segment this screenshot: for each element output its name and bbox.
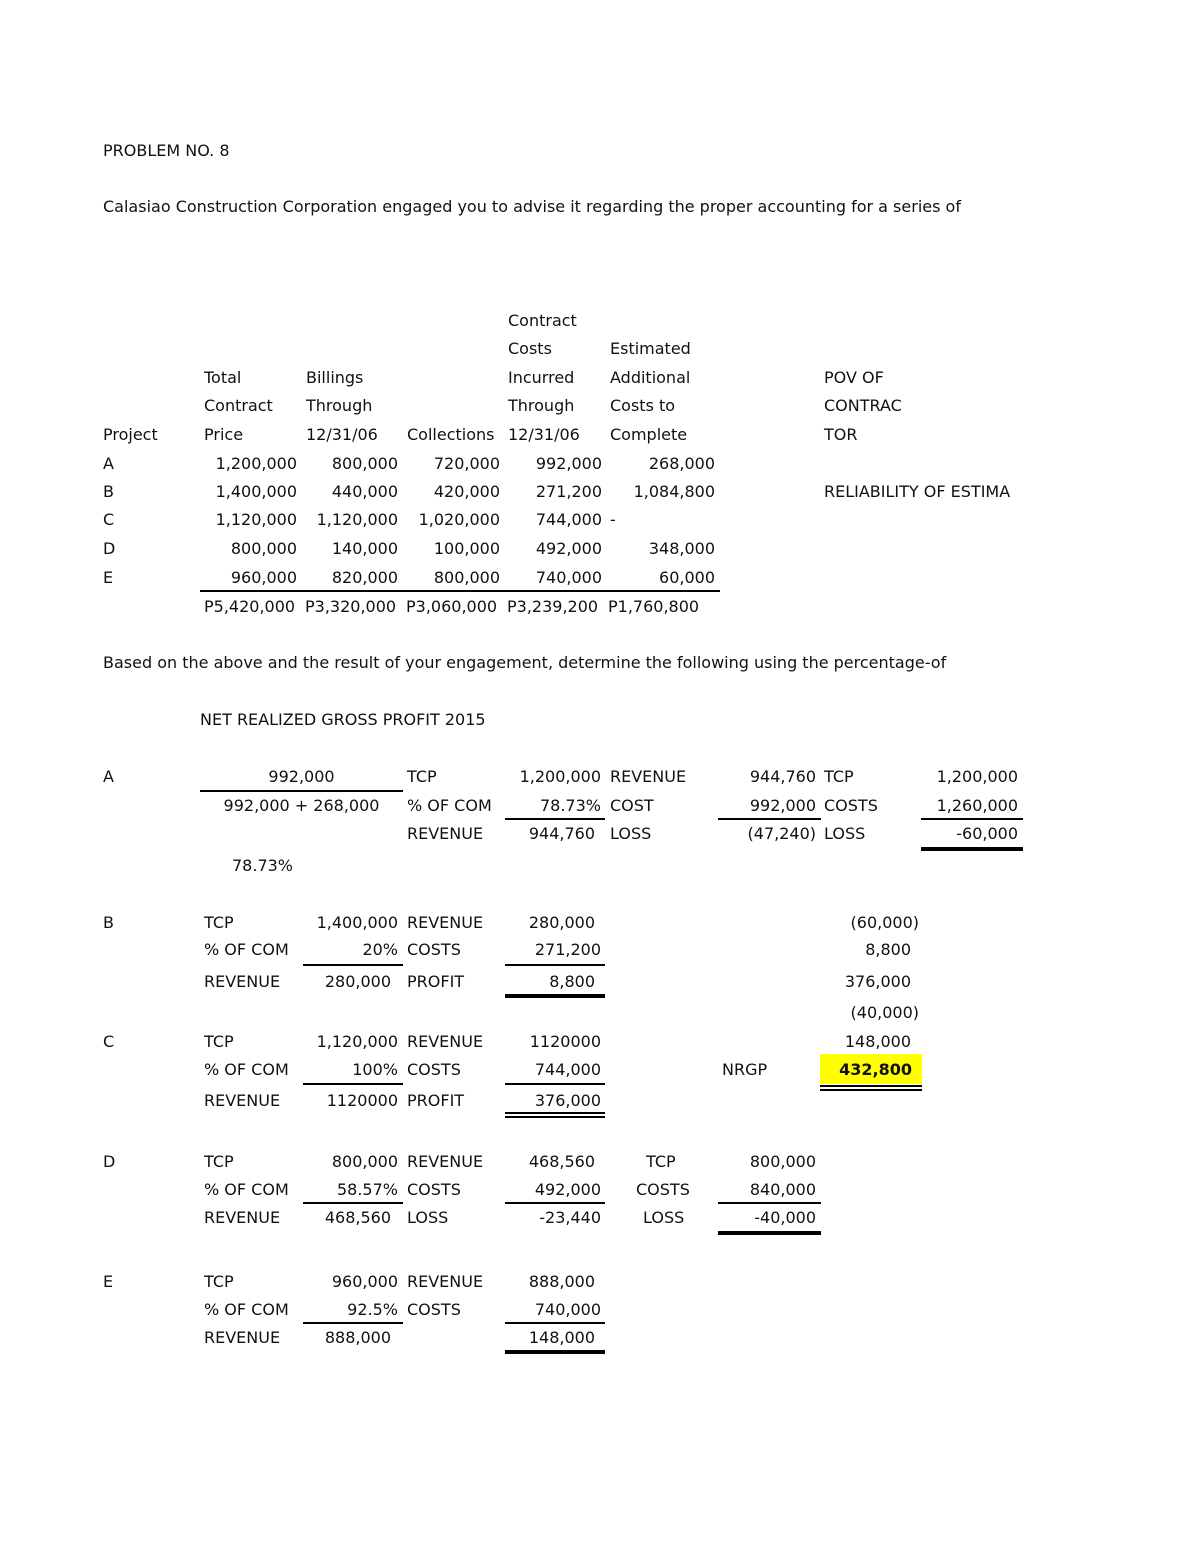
- calc-c-c1-lbl-1: TCP: [204, 1032, 234, 1051]
- calc-e-label: E: [103, 1272, 114, 1291]
- header-estimated-3: Costs to: [610, 396, 676, 415]
- calc-b-label: B: [103, 913, 114, 932]
- calc-a-c1-val-1: 1,200,000: [519, 767, 601, 786]
- calc-e-c2-total-line: [505, 1350, 605, 1354]
- calc-a-pct: 78.73%: [232, 856, 294, 875]
- calc-d-label: D: [103, 1152, 116, 1171]
- calc-a-c2-lbl-1: REVENUE: [610, 767, 687, 786]
- calc-e-c1-val-2: 92.5%: [347, 1300, 398, 1319]
- summary-item-2: 8,800: [865, 940, 911, 959]
- calc-b-c1-line: [303, 964, 403, 966]
- calc-a-c1-lbl-3: REVENUE: [407, 824, 484, 843]
- row-e-costs: 740,000: [535, 568, 602, 587]
- row-d-estimated: 348,000: [648, 539, 715, 558]
- header-costs-5: 12/31/06: [508, 425, 580, 444]
- calc-e-c2-val-2: 740,000: [534, 1300, 601, 1319]
- calc-e-c1-val-1: 960,000: [331, 1272, 398, 1291]
- calc-c-c2-lbl-2: COSTS: [407, 1060, 461, 1079]
- calc-a-c3-val-3: -60,000: [956, 824, 1018, 843]
- calc-b-c2-val-2: 271,200: [534, 940, 601, 959]
- calc-a-c2-lbl-2: COST: [610, 796, 654, 815]
- calc-d-c2-val-2: 492,000: [534, 1180, 601, 1199]
- row-b-billings: 440,000: [331, 482, 398, 501]
- calc-c-c2-line: [505, 1083, 605, 1085]
- header-collections: Collections: [407, 425, 495, 444]
- calc-a-c3-val-2: 1,260,000: [936, 796, 1018, 815]
- row-b-project: B: [103, 482, 114, 501]
- row-b-collections: 420,000: [433, 482, 500, 501]
- nrgp-label: NRGP: [722, 1060, 768, 1079]
- reliability-note: RELIABILITY OF ESTIMA: [824, 482, 1011, 501]
- calc-b-c1-val-3: 280,000: [324, 972, 391, 991]
- total-estimated: P1,760,800: [608, 597, 700, 616]
- header-price-3: Price: [204, 425, 244, 444]
- calc-c-c2-val-2: 744,000: [534, 1060, 601, 1079]
- calc-b-c2-lbl-1: REVENUE: [407, 913, 484, 932]
- row-e-project: E: [103, 568, 114, 587]
- total-billings: P3,320,000: [305, 597, 397, 616]
- calc-a-c1-line: [505, 818, 605, 820]
- summary-item-1: (60,000): [850, 913, 919, 932]
- header-costs-1: Contract: [508, 311, 577, 330]
- header-estimated-2: Additional: [610, 368, 691, 387]
- table-total-line: [200, 590, 720, 592]
- pov-note-1: POV OF: [824, 368, 884, 387]
- calc-d-c3-lbl-3: LOSS: [643, 1208, 685, 1227]
- calc-e-c1-lbl-1: TCP: [204, 1272, 234, 1291]
- row-c-project: C: [103, 510, 115, 529]
- row-c-billings: 1,120,000: [316, 510, 398, 529]
- calc-c-label: C: [103, 1032, 115, 1051]
- calc-a-c3-val-1: 1,200,000: [936, 767, 1018, 786]
- calc-a-c1-lbl-2: % OF COM: [407, 796, 492, 815]
- calc-d-c2-val-1: 468,560: [528, 1152, 595, 1171]
- calc-d-c3-line: [718, 1202, 821, 1204]
- calc-e-c2-val-3: 148,000: [528, 1328, 595, 1347]
- calc-a-c2-val-3: (47,240): [747, 824, 816, 843]
- row-d-collections: 100,000: [433, 539, 500, 558]
- calc-d-c1-lbl-3: REVENUE: [204, 1208, 281, 1227]
- calc-d-c3-lbl-1: TCP: [646, 1152, 676, 1171]
- problem-title: PROBLEM NO. 8: [103, 141, 230, 160]
- calc-b-c1-val-2: 20%: [362, 940, 398, 959]
- header-price-2: Contract: [204, 396, 273, 415]
- calc-b-c2-lbl-2: COSTS: [407, 940, 461, 959]
- calc-c-c1-line: [303, 1083, 403, 1085]
- calc-d-c3-lbl-2: COSTS: [636, 1180, 690, 1199]
- calc-a-c3-total-line: [921, 847, 1023, 851]
- row-c-estimated: -: [610, 510, 616, 529]
- calc-b-c1-lbl-1: TCP: [204, 913, 234, 932]
- calc-a-c1-val-3: 944,760: [528, 824, 595, 843]
- calc-d-c2-val-3: -23,440: [539, 1208, 601, 1227]
- calc-a-denominator: 992,000 + 268,000: [223, 796, 380, 815]
- row-b-costs: 271,200: [535, 482, 602, 501]
- total-price: P5,420,000: [204, 597, 296, 616]
- calc-e-c1-lbl-3: REVENUE: [204, 1328, 281, 1347]
- calc-a-c3-line: [921, 818, 1023, 820]
- calc-e-c1-lbl-2: % OF COM: [204, 1300, 289, 1319]
- pov-note-2: CONTRAC: [824, 396, 902, 415]
- row-a-collections: 720,000: [433, 454, 500, 473]
- row-b-price: 1,400,000: [215, 482, 297, 501]
- calc-c-c1-lbl-2: % OF COM: [204, 1060, 289, 1079]
- calc-c-c2-val-3: 376,000: [534, 1091, 601, 1110]
- row-e-billings: 820,000: [331, 568, 398, 587]
- calc-c-c2-val-1: 1120000: [529, 1032, 601, 1051]
- row-a-project: A: [103, 454, 114, 473]
- row-a-costs: 992,000: [535, 454, 602, 473]
- row-d-billings: 140,000: [331, 539, 398, 558]
- row-e-estimated: 60,000: [659, 568, 715, 587]
- row-e-collections: 800,000: [433, 568, 500, 587]
- calc-a-c2-val-1: 944,760: [749, 767, 816, 786]
- calc-a-c3-lbl-2: COSTS: [824, 796, 878, 815]
- calc-e-c1-val-3: 888,000: [324, 1328, 391, 1347]
- calc-e-c2-lbl-2: COSTS: [407, 1300, 461, 1319]
- question-text: Based on the above and the result of your engagement, determine the following using the percentage-of: [103, 653, 947, 672]
- row-a-billings: 800,000: [331, 454, 398, 473]
- row-a-estimated: 268,000: [648, 454, 715, 473]
- header-estimated-1: Estimated: [610, 339, 691, 358]
- row-c-collections: 1,020,000: [418, 510, 500, 529]
- calc-d-c3-val-3: -40,000: [754, 1208, 816, 1227]
- calc-c-c2-lbl-1: REVENUE: [407, 1032, 484, 1051]
- calc-a-c3-lbl-3: LOSS: [824, 824, 866, 843]
- calc-c-c1-val-1: 1,120,000: [316, 1032, 398, 1051]
- calc-d-c2-lbl-2: COSTS: [407, 1180, 461, 1199]
- section-title: NET REALIZED GROSS PROFIT 2015: [200, 710, 486, 729]
- calc-b-c1-lbl-3: REVENUE: [204, 972, 281, 991]
- pov-note-3: TOR: [824, 425, 858, 444]
- summary-item-5: 148,000: [844, 1032, 911, 1051]
- calc-d-c3-val-1: 800,000: [749, 1152, 816, 1171]
- calc-b-c1-val-1: 1,400,000: [316, 913, 398, 932]
- calc-e-c2-line: [505, 1322, 605, 1324]
- calc-a-fraction-line: [200, 790, 403, 792]
- nrgp-value: 432,800: [839, 1060, 912, 1079]
- row-a-price: 1,200,000: [215, 454, 297, 473]
- intro-text: Calasiao Construction Corporation engaged you to advise it regarding the proper accounting for a series of: [103, 197, 961, 216]
- header-costs-4: Through: [508, 396, 575, 415]
- header-billings-2: Through: [306, 396, 373, 415]
- calc-a-c3-lbl-1: TCP: [824, 767, 854, 786]
- row-c-price: 1,120,000: [215, 510, 297, 529]
- calc-d-c2-lbl-1: REVENUE: [407, 1152, 484, 1171]
- calc-d-c1-val-1: 800,000: [331, 1152, 398, 1171]
- calc-d-c3-total-line: [718, 1231, 821, 1235]
- calc-e-c2-lbl-1: REVENUE: [407, 1272, 484, 1291]
- header-costs-2: Costs: [508, 339, 552, 358]
- calc-d-c1-val-2: 58.57%: [336, 1180, 398, 1199]
- row-e-price: 960,000: [230, 568, 297, 587]
- calc-a-c2-val-2: 992,000: [749, 796, 816, 815]
- calc-c-c1-val-3: 1120000: [326, 1091, 398, 1110]
- row-d-costs: 492,000: [535, 539, 602, 558]
- calc-e-c2-val-1: 888,000: [528, 1272, 595, 1291]
- total-costs: P3,239,200: [507, 597, 599, 616]
- calc-a-label: A: [103, 767, 114, 786]
- calc-a-numerator: 992,000: [268, 767, 335, 786]
- header-estimated-4: Complete: [610, 425, 688, 444]
- summary-item-3: 376,000: [844, 972, 911, 991]
- header-project: Project: [103, 425, 158, 444]
- calc-d-c1-line: [303, 1202, 403, 1204]
- calc-a-c2-line: [718, 818, 821, 820]
- calc-b-c2-total-line: [505, 994, 605, 998]
- calc-c-c2-double-line: [505, 1112, 605, 1118]
- calc-a-c1-val-2: 78.73%: [539, 796, 601, 815]
- calc-a-c1-lbl-1: TCP: [407, 767, 437, 786]
- header-billings-1: Billings: [306, 368, 364, 387]
- header-price-1: Total: [204, 368, 242, 387]
- header-billings-3: 12/31/06: [306, 425, 378, 444]
- header-costs-3: Incurred: [508, 368, 575, 387]
- calc-a-c2-lbl-3: LOSS: [610, 824, 652, 843]
- calc-d-c1-lbl-2: % OF COM: [204, 1180, 289, 1199]
- calc-d-c3-val-2: 840,000: [749, 1180, 816, 1199]
- calc-b-c1-lbl-2: % OF COM: [204, 940, 289, 959]
- calc-d-c2-lbl-3: LOSS: [407, 1208, 449, 1227]
- calc-d-c1-lbl-1: TCP: [204, 1152, 234, 1171]
- calc-b-c2-lbl-3: PROFIT: [407, 972, 465, 991]
- total-collections: P3,060,000: [406, 597, 498, 616]
- summary-item-4: (40,000): [850, 1003, 919, 1022]
- row-b-estimated: 1,084,800: [633, 482, 715, 501]
- row-c-costs: 744,000: [535, 510, 602, 529]
- calc-c-c2-lbl-3: PROFIT: [407, 1091, 465, 1110]
- row-d-project: D: [103, 539, 116, 558]
- nrgp-double-line: [820, 1085, 922, 1091]
- calc-d-c1-val-3: 468,560: [324, 1208, 391, 1227]
- calc-b-c2-line: [505, 964, 605, 966]
- calc-b-c2-val-3: 8,800: [549, 972, 595, 991]
- calc-c-c1-val-2: 100%: [352, 1060, 398, 1079]
- calc-b-c2-val-1: 280,000: [528, 913, 595, 932]
- row-d-price: 800,000: [230, 539, 297, 558]
- calc-c-c1-lbl-3: REVENUE: [204, 1091, 281, 1110]
- calc-d-c2-line: [505, 1202, 605, 1204]
- calc-e-c1-line: [303, 1322, 403, 1324]
